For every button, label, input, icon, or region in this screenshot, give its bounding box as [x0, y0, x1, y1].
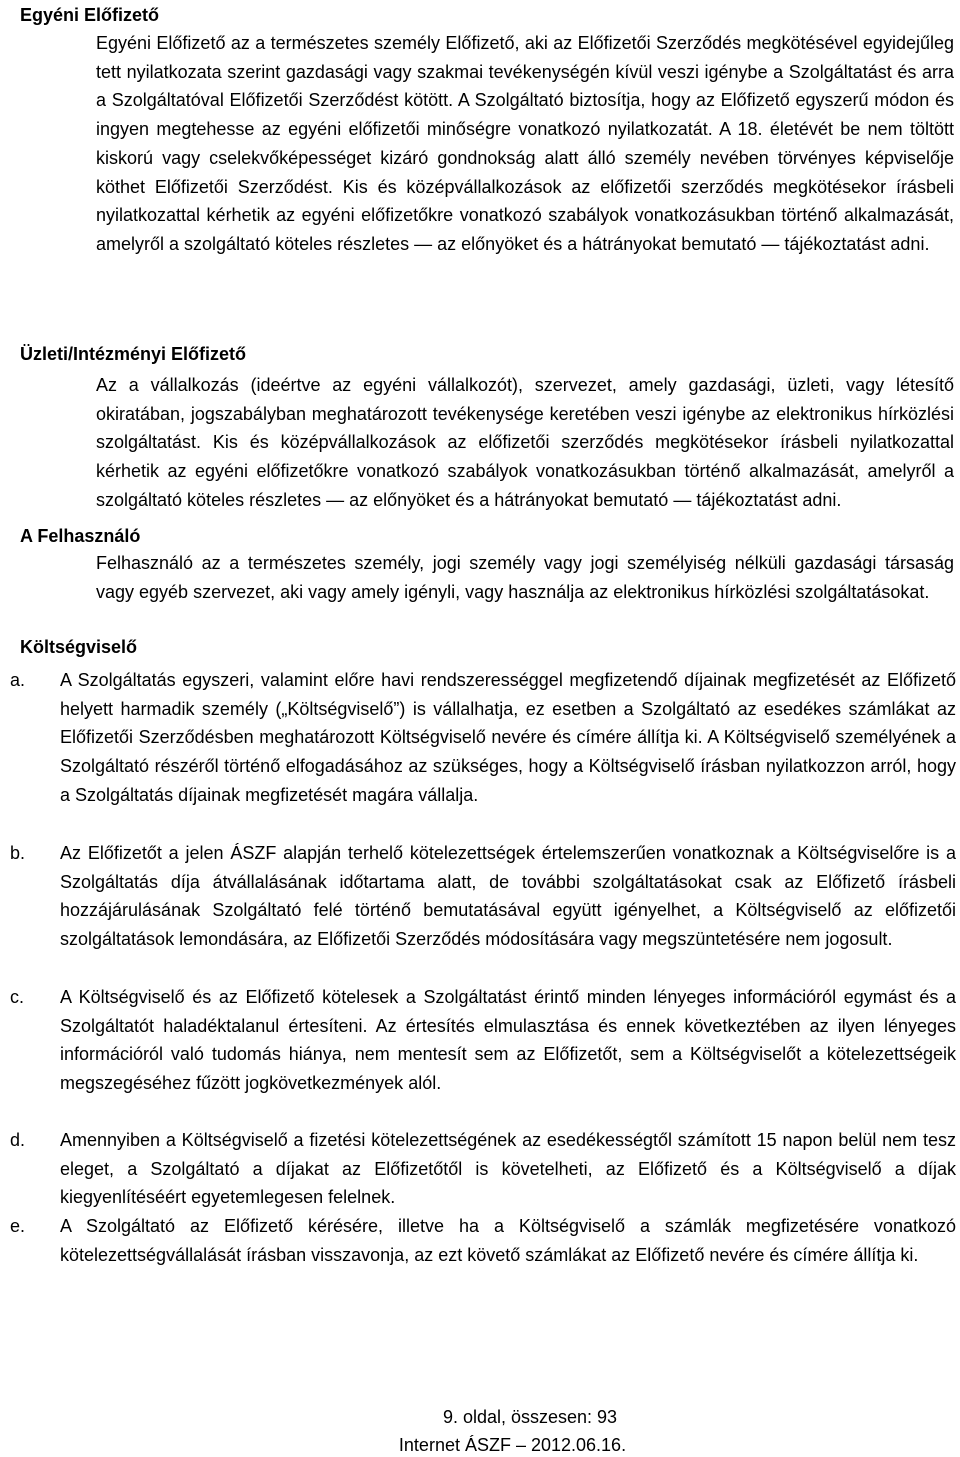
list-item-letter: c.	[10, 987, 25, 1007]
section-text-uzleti: Az a vállalkozás (ideértve az egyéni vállalkozót), szervezet, amely gazdasági, üzleti, vagy létesítő okiratában, jogszabályban meghatározott tevékenysége keretében veszi igénybe az elektronikus hírközlési szolgáltatást. Kis és középvállalkozások az előfizetői szerződés megkötésekor írásbeli nyilatkozattal kérhetik az egyéni előfizetőkre vonatkozó szabályok vonatkozásukban történő alkalmazását, amelyről a szolgáltató köteles részletes — az előnyöket és a hátrányokat bemutató — tájékoztatást adni.	[96, 375, 954, 510]
list-item-letter: d.	[10, 1130, 26, 1150]
section-text-felhasznalo: Felhasználó az a természetes személy, jogi személy vagy jogi személyiség nélküli gazdasági társaság vagy egyéb szervezet, aki vagy amely igényli, vagy használja az elektronikus hírközlési szolgáltatásokat.	[96, 553, 954, 602]
list-item-text: A Költségviselő és az Előfizető kötelesek a Szolgáltatást érintő minden lényeges információról egymást és a Szolgáltatót haladéktalanul értesíteni. Az értesítés elmulasztása és ennek következtében az ilyen lényeges információról való tudomás hiánya, nem mentesít sem az Előfizetőt, sem a Költségviselőt a kötelezettségeik megszegéséhez fűzött jogkövetkezmények alól.	[60, 987, 956, 1094]
section-heading-koltsegviselo: Költségviselő	[20, 637, 138, 657]
list-item-letter: b.	[10, 843, 26, 863]
list-item-text: A Szolgáltató az Előfizető kérésére, illetve ha a Költségviselő a számlák megfizetésére vonatkozó kötelezettségvállalását írásban visszavonja, az ezt követő számlákat az Előfizető nevére és címére állítja ki.	[60, 1216, 956, 1265]
section-heading-uzleti: Üzleti/Intézményi Előfizető	[20, 344, 247, 364]
section-text-egyeni: Egyéni Előfizető az a természetes személy Előfizető, aki az Előfizetői Szerződés megkötésével egyidejűleg tett nyilatkozata szerint gazdasági vagy szakmai tevékenységén kívül veszi igénybe a Szolgáltatást és arra a Szolgáltatóval Előfizetői Szerződést kötött. A Szolgáltató biztosítja, hogy az Előfizető egyszerű módon és ingyen megtehesse az egyéni előfizetői minőségre vonatkozó nyilatkozatát. A 18. életévét be nem töltött kiskorú vagy cselekvőképességet kizáró gondnokság alatt álló személy nevében törvényes képviselője köthet Előfizetői Szerződést. Kis és középvállalkozások az előfizetői szerződés megkötésekor írásbeli nyilatkozattal kérhetik az egyéni előfizetőkre vonatkozó szabályok vonatkozásukban történő alkalmazását, amelyről a szolgáltató köteles részletes — az előnyöket és a hátrányokat bemutató — tájékoztatást adni.	[96, 33, 954, 254]
footer-page-info: 9. oldal, összesen: 93	[442, 1407, 618, 1427]
list-item-letter: a.	[10, 670, 26, 690]
list-item-letter: e.	[10, 1216, 26, 1236]
list-item-text: A Szolgáltatás egyszeri, valamint előre havi rendszerességgel megfizetendő díjainak megfizetését az Előfizető helyett harmadik személy („Költségviselő”) is vállalhatja, ez esetben a Szolgáltató az esedékes számlákat az Előfizetői Szerződésben meghatározott Költségviselő nevére és címére állítja ki. A Költségviselő személyének a Szolgáltató részéről történő elfogadásához az szükséges, hogy a Költségviselő írásban nyilatkozzon arról, hogy a Szolgáltatás díjainak megfizetését magára vállalja.	[60, 670, 956, 805]
list-item-text: Amennyiben a Költségviselő a fizetési kötelezettségének az esedékességtől számított 15 napon belül nem tesz eleget, a Szolgáltató a díjakat az Előfizetőtől is követelheti, az Előfizető és a Költségviselő a díjak kiegyenlítéséért egyetemlegesen felelnek.	[60, 1130, 956, 1208]
section-heading-felhasznalo: A Felhasználó	[20, 526, 141, 546]
list-item-text: Az Előfizetőt a jelen ÁSZF alapján terhelő kötelezettségek értelemszerűen vonatkoznak a Költségviselőre is a Szolgáltatás díja átvállalásának időtartama alatt, de további szolgáltatásokat csak az Előfizető írásbeli hozzájárulásának Szolgáltató felé történő bemutatásával együtt igényelhet, a Költségviselő az előfizetői szolgáltatások lemondására, az Előfizetői Szerződés módosítására vagy megszüntetésére nem jogosult.	[60, 843, 956, 950]
section-heading-egyeni: Egyéni Előfizető	[20, 5, 160, 25]
footer-doc-info: Internet ÁSZF – 2012.06.16.	[398, 1435, 627, 1455]
